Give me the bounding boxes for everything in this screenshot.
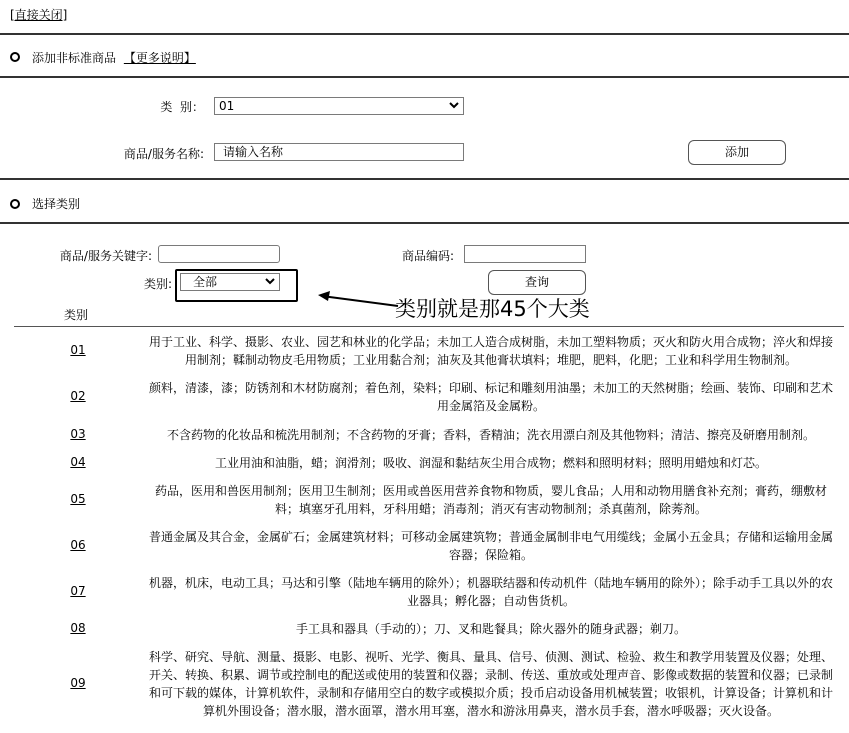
code-input[interactable]	[464, 245, 586, 263]
category-select-value: 01	[219, 99, 235, 113]
code-label: 商品编码:	[401, 249, 454, 263]
category-description: 科学、研究、导航、测量、摄影、电影、视听、光学、衡具、量具、信号、侦测、测试、检验、救生和教学用装置及仪器；处理、开关、转换、积累、调节或控制电的配送或使用的装置和仪器；录制、传送、重放或处理声音、影像或数据的装置和仪器；已录制和可下载的媒体，计算机软件，录制和存储用空白的数字或模拟介质；投币启动设备用机械装置；收银机，计算设备；计算机和计算机外围设备；潜水服，潜水面罩，潜水用耳塞，潜水和游泳用鼻夹，潜水员手套，潜水呼吸器；灭火设备。	[148, 650, 833, 718]
category-code-link[interactable]: 02	[70, 389, 86, 403]
annotation-arrow-icon	[314, 288, 400, 312]
category-code-link[interactable]: 04	[70, 455, 86, 469]
chevron-down-icon	[449, 100, 459, 110]
search-category-value: 全部	[193, 275, 218, 289]
search-category-select[interactable]	[180, 273, 280, 291]
add-button[interactable]: 添加	[688, 140, 786, 165]
category-description: 用于工业、科学、摄影、农业、园艺和林业的化学品；未加工人造合成树脂，未加工塑料物质；灭火和防火用合成物；淬火和焊接用制剂；鞣制动物皮毛用物质；工业用黏合剂；油灰及其他膏状填料；堆肥，肥料，化肥；工业和科学用生物制剂。	[148, 335, 833, 367]
search-category-label: 类别:	[143, 277, 172, 291]
category-code-link[interactable]: 05	[70, 492, 86, 506]
section-title-add	[32, 49, 196, 66]
category-description: 普通金属及其合金，金属矿石；金属建筑材料；可移动金属建筑物；普通金属制非电气用缆线；金属小五金具；存储和运输用金属容器；保险箱。	[148, 530, 833, 562]
category-code-link[interactable]: 09	[70, 676, 86, 690]
section-title-select: 选择类别	[32, 197, 81, 211]
category-code-link[interactable]: 08	[70, 621, 86, 635]
more-info-link[interactable]: 【更多说明】	[123, 51, 196, 65]
divider	[0, 33, 849, 35]
category-description: 不含药物的化妆品和梳洗用制剂；不含药物的牙膏；香料，香精油；洗衣用漂白剂及其他物料；清洁、擦亮及研磨用制剂。	[166, 428, 815, 442]
name-input[interactable]	[214, 143, 464, 161]
category-code-link[interactable]: 06	[70, 538, 86, 552]
category-description: 药品，医用和兽医用制剂；医用卫生制剂；医用或兽医用营养食物和物质，婴儿食品；人用和动物用膳食补充剂；膏药，绷敷材料；填塞牙孔用料，牙科用蜡；消毒剂；消灭有害动物制剂；杀真菌剂，除莠剂。	[154, 484, 827, 516]
divider	[0, 222, 849, 224]
table-header-category: 类别	[64, 308, 89, 322]
keyword-input[interactable]	[158, 245, 280, 263]
section-title-text: 添加非标准商品	[32, 51, 117, 65]
section-bullet-icon	[10, 199, 20, 209]
category-code-link[interactable]: 03	[70, 427, 86, 441]
category-description: 手工具和器具（手动的）；刀、叉和匙餐具；除火器外的随身武器；剃刀。	[295, 622, 686, 636]
category-description: 机器，机床，电动工具；马达和引擎（陆地车辆用的除外）；机器联结器和传动机件（陆地车辆用的除外）；除手动手工具以外的农业器具；孵化器；自动售货机。	[148, 576, 833, 608]
section-bullet-icon	[10, 52, 20, 62]
chevron-down-icon	[265, 276, 275, 286]
category-description: 工业用油和油脂，蜡；润滑剂；吸收、润湿和黏结灰尘用合成物；燃料和照明材料；照明用蜡烛和灯芯。	[214, 456, 767, 470]
annotation-text: 类别就是那45个大类	[395, 297, 590, 321]
category-code-link[interactable]: 01	[70, 343, 86, 357]
query-button[interactable]: 查询	[488, 270, 586, 295]
keyword-label: 商品/服务关键字:	[59, 249, 152, 263]
divider	[0, 76, 849, 78]
category-select[interactable]	[214, 97, 464, 115]
name-input-placeholder: 请输入名称	[223, 145, 284, 159]
category-code-link[interactable]: 07	[70, 584, 86, 598]
table-header-divider	[14, 326, 844, 327]
category-label: 类 别：	[160, 100, 204, 114]
divider	[0, 178, 849, 180]
close-link[interactable]: [直接关闭]	[10, 8, 68, 22]
name-label: 商品/服务名称:	[123, 147, 204, 161]
category-description: 颜料，清漆，漆；防锈剂和木材防腐剂；着色剂，染料；印刷、标记和雕刻用油墨；未加工的天然树脂；绘画、装饰、印刷和艺术用金属箔及金属粉。	[148, 381, 833, 413]
